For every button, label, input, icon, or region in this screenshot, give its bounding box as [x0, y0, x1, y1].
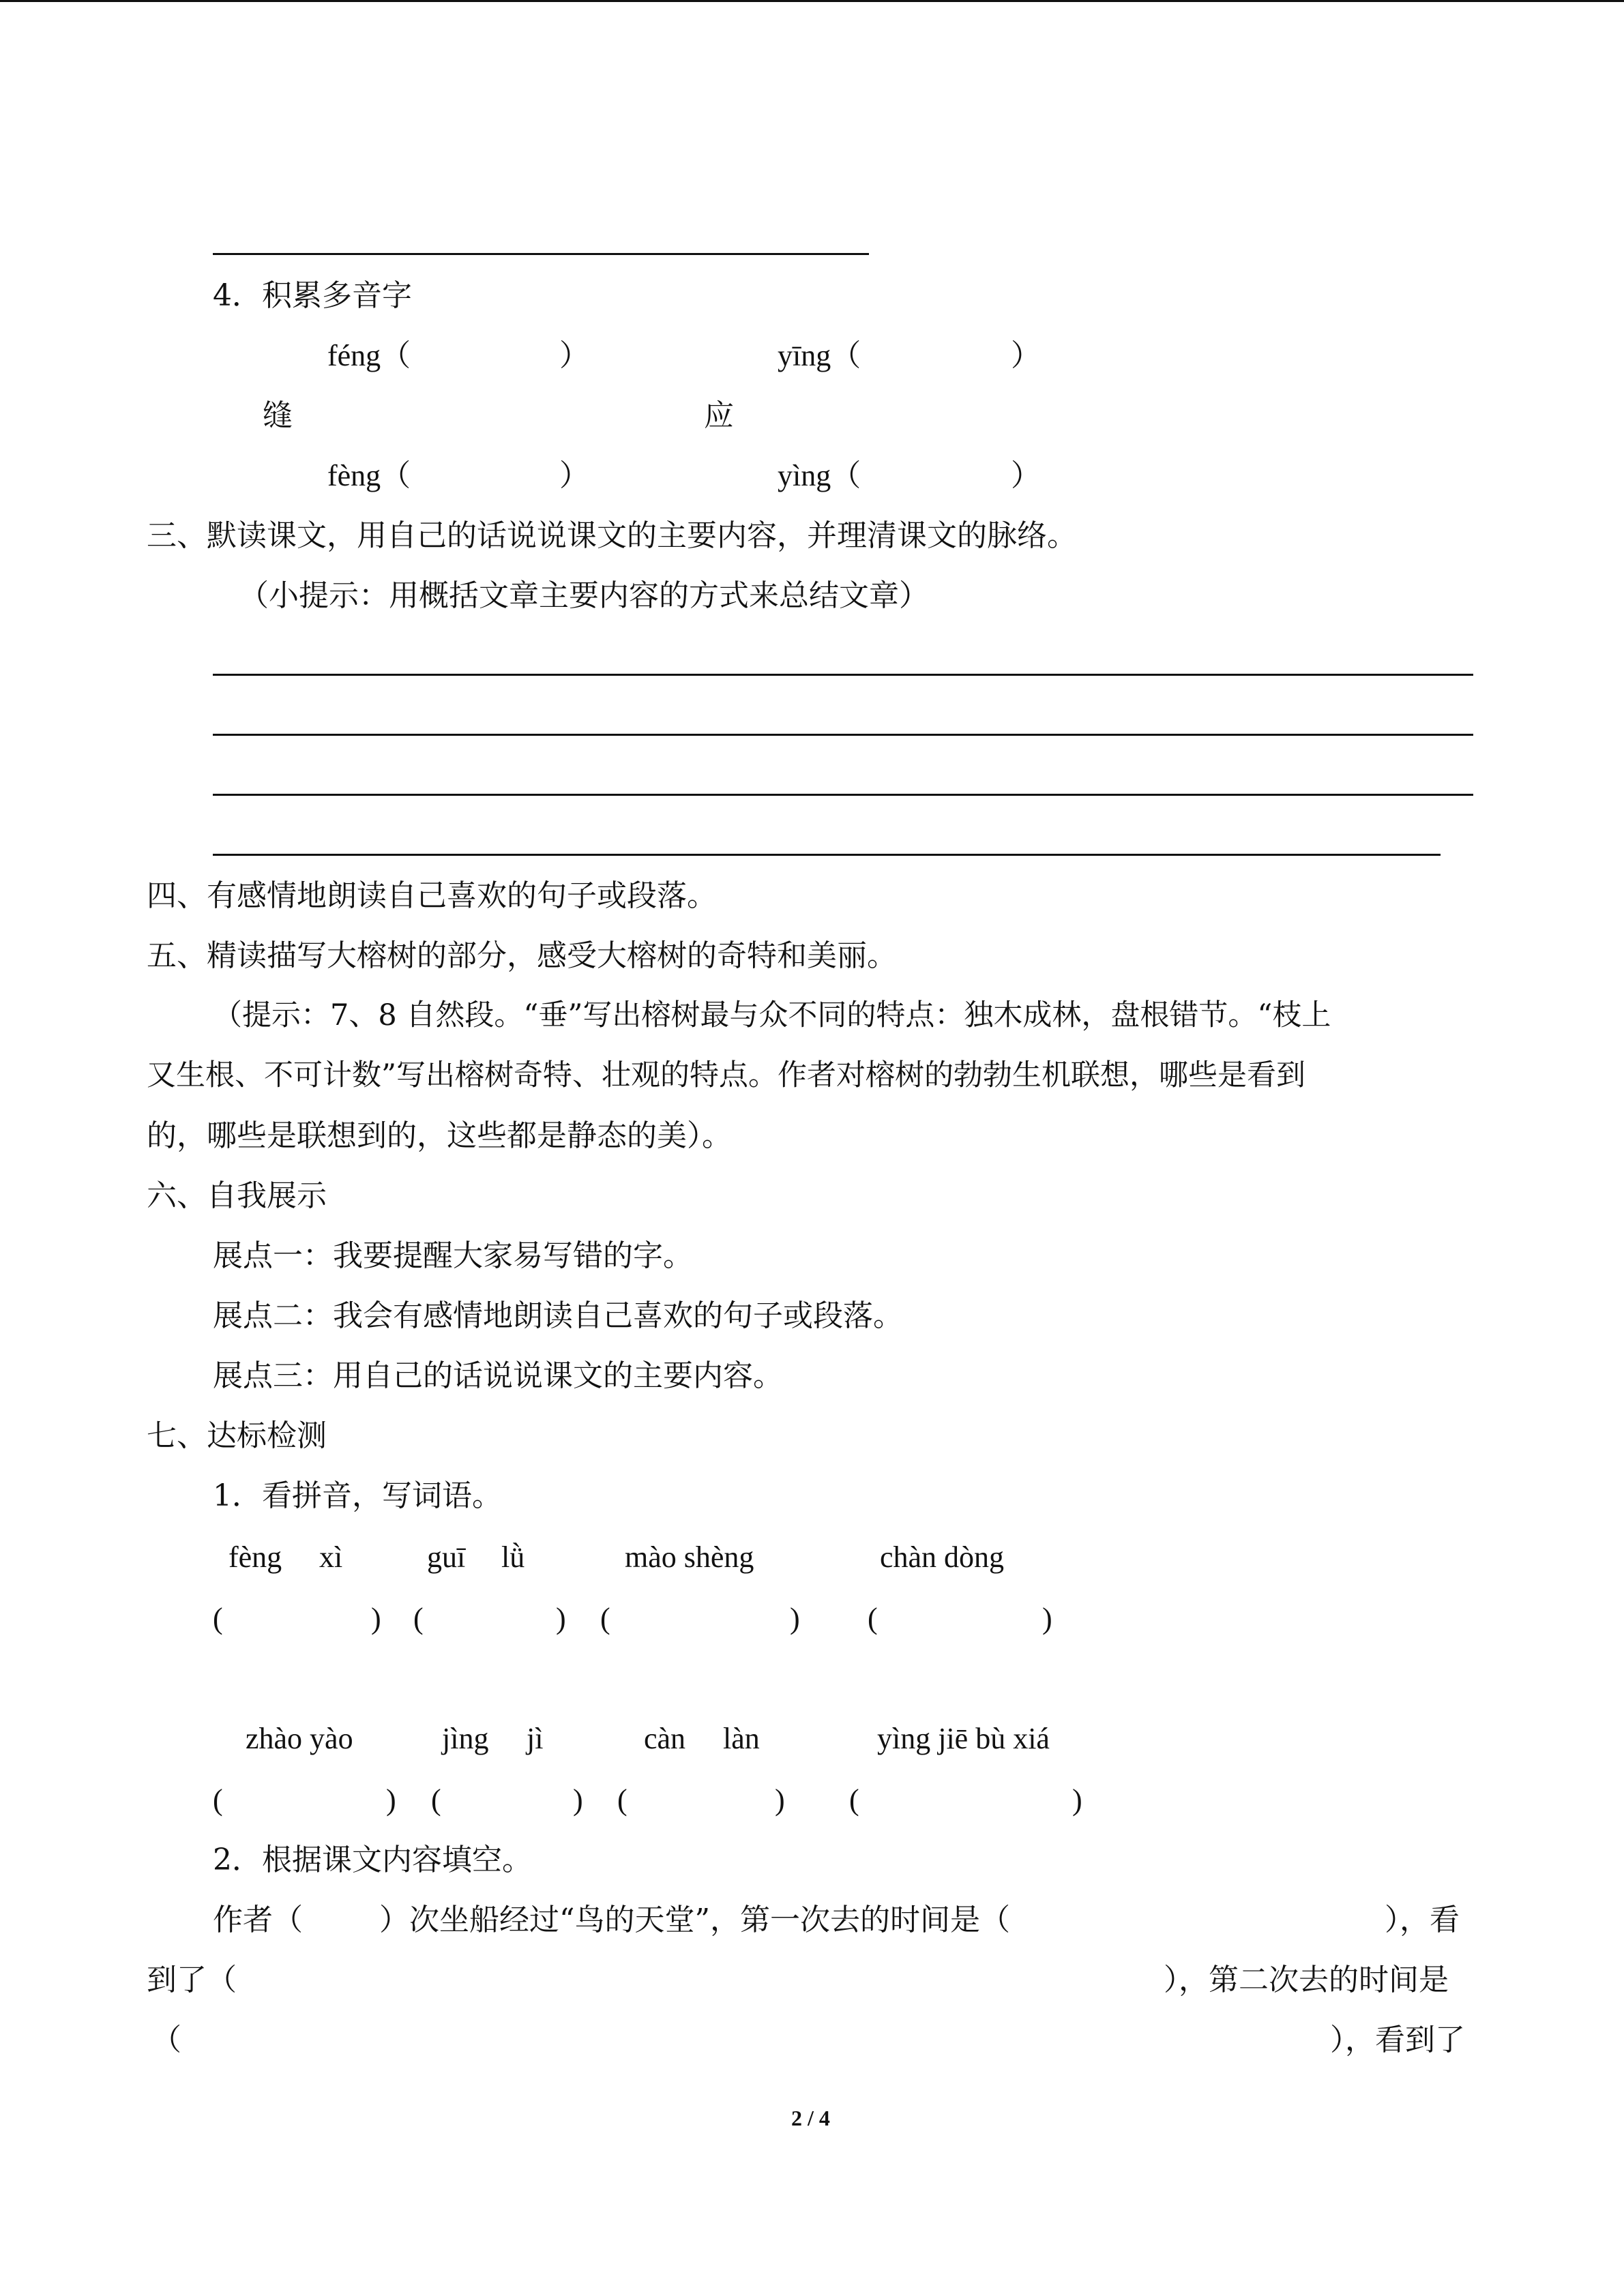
- answer-bracket-close: ): [556, 1602, 566, 1635]
- q2-line2-part: 到了（: [147, 1963, 237, 1997]
- showcase-item: 展点二：我会有感情地朗读自己喜欢的句子或段落。: [213, 1298, 903, 1333]
- section-5-hint-line: 又生根、不可计数”写出榕树奇特、壮观的特点。作者对榕树的勃勃生机联想，哪些是看到: [147, 1058, 1305, 1092]
- pinyin-word: xì: [319, 1540, 343, 1574]
- answer-line: [213, 794, 1473, 796]
- answer-bracket-open: (: [868, 1602, 878, 1635]
- pinyin-word: làn: [723, 1722, 760, 1755]
- answer-bracket-close: ): [386, 1783, 396, 1817]
- pinyin-word: zhào yào: [246, 1722, 353, 1755]
- answer-bracket-open: (: [600, 1602, 610, 1635]
- q1-title: 1．看拼音，写词语。: [213, 1478, 502, 1513]
- q2-line1-part: ）次坐船经过“鸟的天堂”，第一次去的时间是（: [379, 1903, 1010, 1937]
- answer-bracket-open: (: [213, 1602, 223, 1635]
- answer-bracket-close: ): [1072, 1783, 1082, 1817]
- answer-bracket-close: ): [790, 1602, 800, 1635]
- pinyin-word: yìng jiē bù xiá: [877, 1722, 1050, 1755]
- answer-line: [213, 674, 1473, 676]
- bracket-close: ）: [559, 338, 589, 373]
- page-top-border: [0, 0, 1624, 2]
- q2-line1-part: ），看: [1385, 1903, 1460, 1937]
- page-number: 2 / 4: [791, 2106, 830, 2130]
- pinyin-word: jìng: [442, 1722, 489, 1755]
- answer-bracket-open: (: [213, 1783, 223, 1817]
- pinyin-word: lǜ: [501, 1540, 525, 1574]
- answer-bracket-close: ): [573, 1783, 583, 1817]
- answer-line: [213, 253, 869, 255]
- section-3-hint: （小提示：用概括文章主要内容的方式来总结文章）: [239, 578, 929, 613]
- section-5-hint-line: （提示：7、8 自然段。“垂”写出榕树最与众不同的特点：独木成林，盘根错节。“枝上: [213, 998, 1331, 1032]
- pinyin-feng-2: féng（: [327, 339, 411, 372]
- q2-title: 2．根据课文内容填空。: [213, 1843, 532, 1877]
- section-6-title: 六、自我展示: [147, 1178, 327, 1213]
- pinyin-feng-4: fèng（: [327, 459, 411, 492]
- bracket-close: ）: [1011, 458, 1041, 493]
- char-ying: 应: [704, 398, 734, 433]
- answer-bracket-open: (: [431, 1783, 441, 1817]
- pinyin-word: guī: [427, 1540, 466, 1574]
- q2-line3-part: ），看到了: [1330, 2023, 1465, 2057]
- answer-line: [213, 734, 1473, 736]
- answer-bracket-close: ): [1042, 1602, 1052, 1635]
- section-5-title: 五、精读描写大榕树的部分，感受大榕树的奇特和美丽。: [147, 938, 897, 973]
- answer-line: [213, 854, 1441, 856]
- answer-bracket-close: ): [371, 1602, 381, 1635]
- pinyin-ying-4: yìng（: [778, 459, 861, 492]
- q2-line1-part: 作者（: [213, 1903, 303, 1937]
- pinyin-ying-1: yīng（: [778, 339, 861, 372]
- q4-title: 4．积累多音字: [213, 278, 412, 313]
- answer-bracket-close: ): [775, 1783, 785, 1817]
- answer-bracket-open: (: [617, 1783, 628, 1817]
- section-7-title: 七、达标检测: [147, 1418, 327, 1453]
- section-4-title: 四、有感情地朗读自己喜欢的句子或段落。: [147, 878, 717, 913]
- pinyin-word: càn: [644, 1722, 686, 1755]
- showcase-item: 展点三：用自己的话说说课文的主要内容。: [213, 1358, 783, 1393]
- bracket-close: ）: [1011, 338, 1041, 373]
- char-feng: 缝: [263, 398, 293, 433]
- pinyin-word: jì: [527, 1722, 544, 1755]
- answer-bracket-open: (: [413, 1602, 424, 1635]
- q2-line3-part: （: [151, 2023, 181, 2057]
- q2-line2-part: ），第二次去的时间是: [1164, 1963, 1449, 1997]
- answer-bracket-open: (: [849, 1783, 859, 1817]
- showcase-item: 展点一：我要提醒大家易写错的字。: [213, 1238, 693, 1273]
- bracket-close: ）: [559, 458, 589, 493]
- pinyin-word: mào shèng: [625, 1540, 754, 1574]
- section-3-title: 三、默读课文，用自己的话说说课文的主要内容，并理清课文的脉络。: [147, 518, 1077, 553]
- pinyin-word: fèng: [228, 1540, 282, 1574]
- section-5-hint-line: 的，哪些是联想到的，这些都是静态的美）。: [147, 1118, 732, 1153]
- pinyin-word: chàn dòng: [880, 1540, 1005, 1574]
